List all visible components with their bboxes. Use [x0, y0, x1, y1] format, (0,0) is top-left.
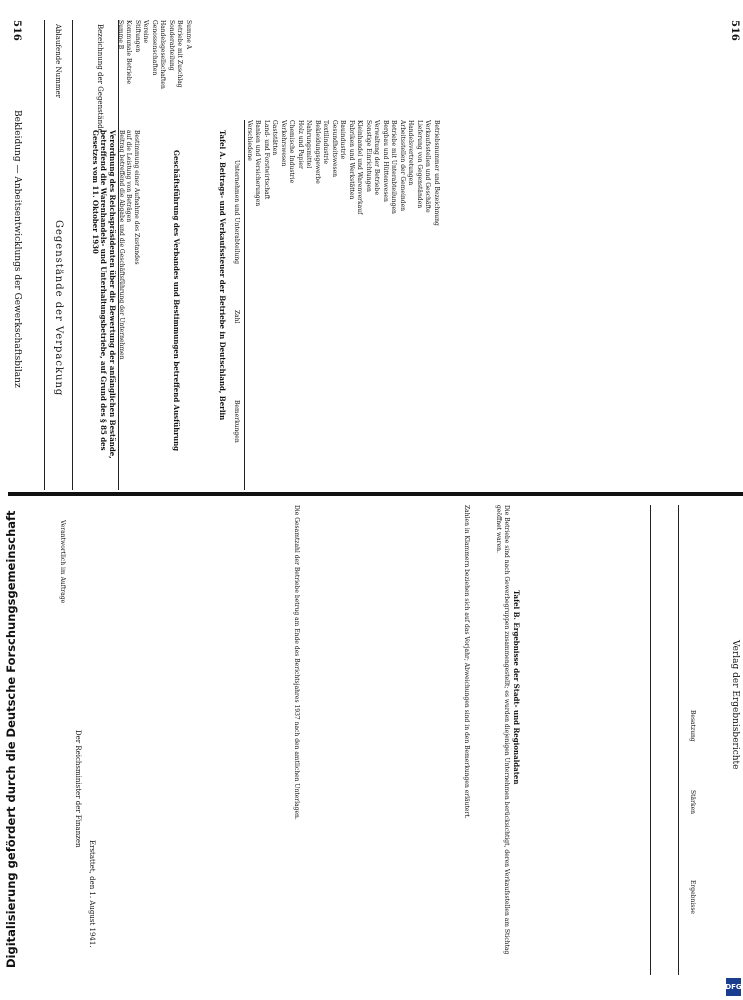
bottom-header-1: Besatzung — [689, 710, 696, 742]
fold-line — [8, 492, 743, 496]
list-item: Bauindustrie — [339, 120, 347, 160]
list-item: Fabriken und Werkstätten — [348, 120, 355, 200]
entries-list — [245, 120, 441, 420]
list-item: Holz und Papier — [297, 120, 304, 169]
list-item: Summe B — [117, 20, 124, 50]
list-item: Kleinhandel und Warenverkauf — [356, 120, 364, 215]
list-item: Nahrungsmittel — [305, 120, 313, 169]
list-item: Betriebe mit Zuschlag — [176, 20, 184, 88]
list-item: Handelsgesellschaften — [159, 20, 167, 89]
running-title-bottom: Verlag der Ergebnisberichte — [730, 640, 740, 770]
table-a-col-a: Unternehmen und Unterabteilung — [233, 160, 240, 265]
lower-entries-list — [116, 20, 193, 110]
dfg-logo-icon: DFG — [726, 978, 741, 996]
list-item: Lieferung von Gegenständen — [416, 120, 423, 209]
sub-line: Bestimmung einer Aufnahme des Zustandes — [133, 130, 140, 265]
paragraph-1: Die Betriebe sind nach Gewerbegruppen zusammengestellt; es wurden diejenigen Unternehmen berücksichtigt, deren Verkaufsstellen am Stichtag geöffnet waren. — [495, 505, 510, 955]
list-item: Verschiedene — [246, 120, 253, 161]
running-title-top: Bekleidung — Anbeitsentwicklungs der Gewerkschaftsbilanz — [12, 110, 22, 388]
footer-left: Erstattet, den 1. August 1941. — [88, 840, 96, 948]
list-item: Kommunale Betriebe — [125, 20, 133, 85]
list-item: Verwaltung der Betriebe — [373, 120, 381, 195]
list-item: Sonstige Einrichtungen — [365, 120, 372, 192]
column-header-number: Ablaufende Nummer — [54, 24, 62, 98]
paragraph-2: Zahlen in Klammern beziehen sich auf das Vorjahr; Abweichungen sind in den Bemerkungen erläutert. — [463, 505, 470, 819]
bottom-header-2: Stärken — [689, 790, 696, 815]
header-rule — [44, 20, 45, 490]
list-item: Betriebsnummer und Bezeichnung — [433, 120, 440, 226]
column-header-item: Bezeichnung der Gegenstände — [96, 24, 104, 133]
sub-line: auf die Leistung von Beträgen — [125, 130, 133, 223]
list-item: Vereine — [142, 20, 150, 44]
notice-text: Geschäftsführung des Verbandes und Bestimmungen betreffend Ausführung — [172, 150, 181, 452]
list-item: Bergbau und Hüttenwesen — [382, 120, 389, 202]
list-item: Summe A — [185, 20, 192, 50]
list-item: Banken und Versicherungen — [254, 120, 262, 207]
sub-line: Beitrag betreffend die Abgabe und die Geschäftsführung der Unternehmen — [118, 130, 125, 360]
list-item: Genossenschaften — [151, 20, 158, 76]
section-title: Gegenstände der Verpackung — [53, 220, 64, 397]
column-rule-1 — [72, 20, 73, 490]
footer-right: Der Reichsminister der Finanzen — [74, 730, 82, 848]
page-number-top-right: 516 — [729, 20, 740, 41]
list-item: Bekleidungsgewerbe — [314, 120, 321, 184]
list-item: Arbeitsstellen der Gemeinden — [399, 120, 406, 211]
list-item: Gaststätten — [271, 120, 279, 156]
list-item: Betriebe mit Unterabteilungen — [390, 120, 398, 214]
list-item: Chemische Industrie — [288, 120, 296, 184]
table-b-title: Tafel B. Ergebnisse der Stadt- und Regionaldaten — [512, 590, 521, 785]
list-item: Textilindustrie — [322, 120, 330, 165]
list-item: Verkaufsstellen und Geschäfte — [424, 120, 432, 213]
list-item: Stiftungen — [134, 20, 141, 53]
signature-line: Verantwortlich im Auftrage — [59, 520, 66, 604]
list-item: Verkehrswesen — [280, 120, 287, 167]
table-a-title: Tafel A. Beitrags- und Verkaufssteuer der Betriebe in Deutschland, Berlin — [218, 130, 227, 421]
bottom-rule-1 — [678, 505, 679, 975]
bottom-header-3: Ergebnisse — [689, 880, 696, 914]
list-item: Gesundheitswesen — [331, 120, 338, 177]
paragraph-3: Die Gesamtzahl der Betriebe betrug am Ende des Berichtsjahres 1937 nach den amtlichen Unterlagen. — [293, 505, 300, 820]
main-item-text: Verordnung des Reichspräsidenten über die Bewertung der anfänglichen Bestände, betreffend die Warenhandels- und Unterhaltungsbetriebe, auf Grund des § 85 des Gesetzes vom 11. Oktober 1930 — [91, 130, 117, 459]
page-number-top-left: 516 — [11, 20, 22, 41]
table-a-col-c: Bemerkungen — [233, 400, 240, 443]
bottom-rule-2 — [650, 505, 651, 975]
list-item: Handelsvertretungen — [407, 120, 415, 186]
funding-banner: Digitalisierung gefördert durch die Deutsche Forschungsgemeinschaft — [4, 510, 18, 968]
sub-lines — [118, 130, 141, 480]
table-a-col-b: Zahl — [233, 310, 240, 324]
list-item: Land- und Forstwirtschaft — [263, 120, 270, 200]
list-item: Sonderabteilung — [168, 20, 175, 71]
